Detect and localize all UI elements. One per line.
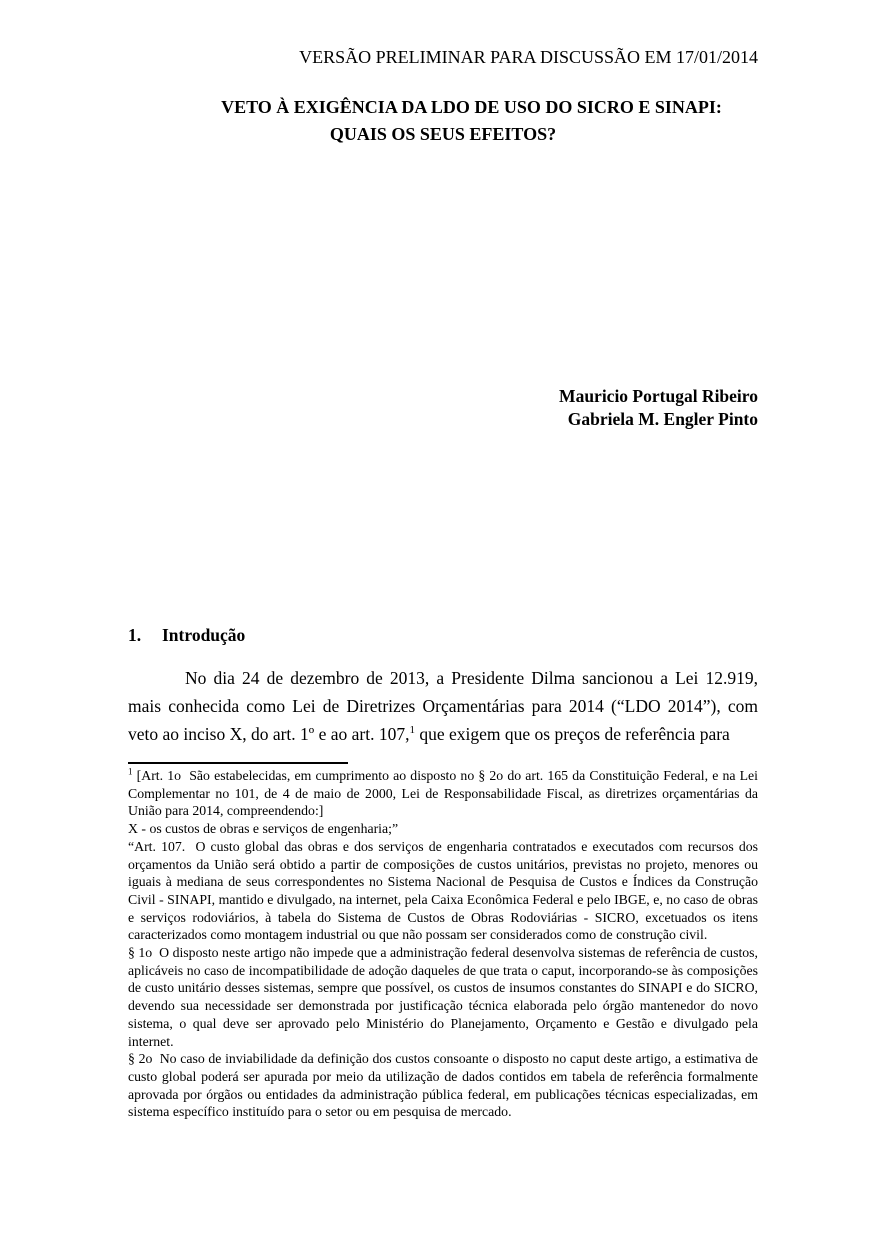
footnote-paragraph: “Art. 107. O custo global das obras e dos serviços de engenharia contratados e executados com recursos dos orçamentos da União será obtido a partir de composições de custos unitários, previstas no projeto, menores ou iguais à mediana de seus correspondentes no Sistema Nacional de Pesquisa de Custos e Índices da Construção Civil - SINAPI, mantido e divulgado, na internet, pela Caixa Econômica Federal e pelo IBGE, e, no caso de obras e serviços rodoviários, à tabela do Sistema de Custos de Obras Rodoviárias - SICRO, excetuados os itens caracterizados como montagem industrial ou que não possam ser considerados como de construção civil.: [128, 838, 762, 943]
footnote-paragraph: [128, 766, 762, 820]
section-heading-introducao: [128, 623, 758, 647]
author-block: [128, 385, 758, 431]
author-name: Gabriela M. Engler Pinto: [567, 409, 758, 429]
footnote-paragraph: § 2o No caso de inviabilidade da definição dos custos consoante o disposto no caput deste artigo, a estimativa de custo global poderá ser apurada por meio da utilização de dados contidos em tabela de referência formalmente aprovada por órgãos ou entidades da administração pública federal, em publicações técnicas especializadas, em sistema específico instituído para o setor ou em pesquisa de mercado.: [128, 1051, 762, 1120]
footnote-paragraph: X - os custos de obras e serviços de engenharia;”: [128, 821, 399, 837]
footnote-separator-rule: [128, 762, 348, 764]
footnote-reference-mark: 1: [409, 724, 415, 737]
author-name: Mauricio Portugal Ribeiro: [559, 386, 758, 406]
footnote-text: [Art. 1o São estabelecidas, em cumprimento ao disposto no § 2o do art. 165 da Constituição Federal, e na Lei Complementar no 101, de 4 de maio de 2000, Lei de Responsabilidade Fiscal, as diretrizes orçamentárias da União para 2014, compreendendo:]: [128, 768, 762, 819]
section-number: 1.: [128, 625, 142, 645]
footnote-block: [128, 766, 762, 1121]
document-title-line1: VETO À EXIGÊNCIA DA LDO DE USO DO SICRO E SINAPI:: [221, 97, 722, 117]
footnote-paragraph: § 1o O disposto neste artigo não impede que a administração federal desenvolva sistemas de referência de custos, aplicáveis no caso de incompatibilidade de adoção daqueles de que trata o caput, incorporando-se às composições de custo unitário desses sistemas, sempre que possível, os custos de insumos constantes do SINAPI e do SICRO, devendo sua necessidade ser demonstrada por justificação técnica elaborada pelo órgão mantenedor do novo sistema, o qual deve ser aprovado pelo Ministério do Planejamento, Orçamento e Gestão e divulgado pela internet.: [128, 945, 762, 1049]
document-title: [128, 94, 758, 148]
document-title-line2: QUAIS OS SEUS EFEITOS?: [329, 124, 557, 144]
intro-paragraph-text: No dia 24 de dezembro de 2013, a Presidente Dilma sancionou a Lei 12.919, mais conhecida como Lei de Diretrizes Orçamentárias para 2014 (“LDO 2014”), com veto ao inciso X, do art. 1º e ao art. 107,: [128, 668, 758, 744]
intro-paragraph-text: que exigem que os preços de referência para: [414, 724, 730, 744]
section-label: Introdução: [162, 625, 246, 645]
preliminary-version-header: VERSÃO PRELIMINAR PARA DISCUSSÃO EM 17/01/2014: [299, 47, 758, 67]
footnote-marker: 1: [128, 766, 133, 777]
intro-paragraph: [128, 664, 758, 748]
